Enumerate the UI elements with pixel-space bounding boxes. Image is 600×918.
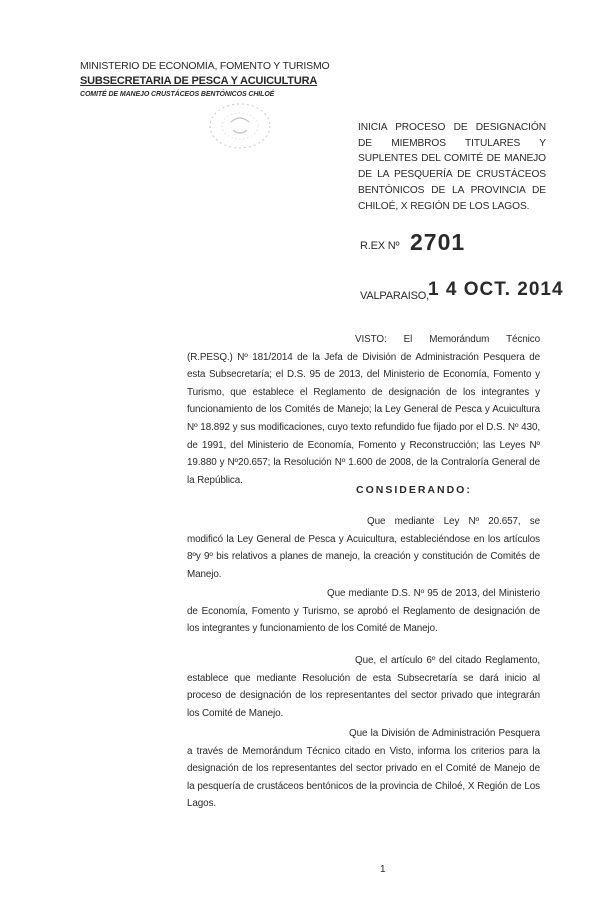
ministry-name: MINISTERIO DE ECONOMIA, FOMENTO Y TURISMO [80, 60, 330, 72]
considerando-1: Que mediante Ley Nº 20.657, se modificó la Ley General de Pesca y Acuicultura, estableciéndose en los artículos 8ºy 9º bis relativos a planes de manejo, la creación y constitución de Comités de Manejo. [187, 516, 540, 580]
resolution-number: 2701 [410, 229, 466, 255]
considerando-4: Que la División de Administración Pesquera a través de Memorándum Técnico citado en Visto, informa los criterios para la designación de los representantes del sector privado en el Comité de Manejo de la pesquería de crustáceos bentónicos de la provincia de Chiloé, X Región de Los Lagos. [187, 728, 540, 810]
considerando-2: Que mediante D.S. Nº 95 de 2013, del Ministerio de Economía, Fomento y Turismo, se aprobó el Reglamento de designación de los integrantes y funcionamiento de los Comité de Manejo. [187, 588, 540, 635]
resolution-date: 1 4 OCT. 2014 [428, 279, 564, 300]
considerando-3: Que, el artículo 6º del citado Reglamento, establece que mediante Resolución de esta Subsecretaría se dará inicio al proceso de designación de los representantes del sector privado que integrarán los Comité de Manejo. [187, 655, 540, 719]
resolution-title: INICIA PROCESO DE DESIGNACIÓN DE MIEMBROS TITULARES Y SUPLENTES DEL COMITÉ DE MANEJO DE LA PESQUERÍA DE CRUSTÁCEOS BENTÓNICOS DE LA PROVINCIA DE CHILOÉ, X REGIÓN DE LOS LAGOS. [358, 122, 546, 212]
place-label: VALPARAISO, [360, 290, 429, 302]
visto-text [187, 331, 540, 489]
resolution-label: R.EX Nº [360, 240, 400, 252]
page-number: 1 [380, 864, 386, 875]
visto-body: El Memorándum Técnico (R.PESQ.) Nº 181/2014 de la Jefa de División de Administración Pesquera de esta Subsecretaría; el D.S. 95 de 2013, del Ministerio de Economía, Fomento y Turismo, que establece el Reglamento de designación de los integrantes y funcionamiento de los Comités de Manejo; la Ley General de Pesca y Acuicultura Nº 18.892 y sus modificaciones, cuyo texto refundido fue fijado por el D.S. Nº 430, de 1991, del Ministerio de Economía, Fomento y Reconstrucción; las Leyes Nº 19.880 y Nº20.657; la Resolución Nº 1.600 de 2008, de la Contraloría General de la República. [187, 334, 540, 486]
committee-name: COMITÉ DE MANEJO CRUSTÁCEOS BENTÓNICOS CHILOÉ [80, 91, 275, 98]
visto-lead-inline: VISTO: [355, 334, 404, 345]
faded-stamp-seal [205, 100, 275, 152]
considerando-heading: CONSIDERANDO: [356, 484, 472, 496]
subsecretaria-name: SUBSECRETARIA DE PESCA Y ACUICULTURA [80, 75, 318, 87]
